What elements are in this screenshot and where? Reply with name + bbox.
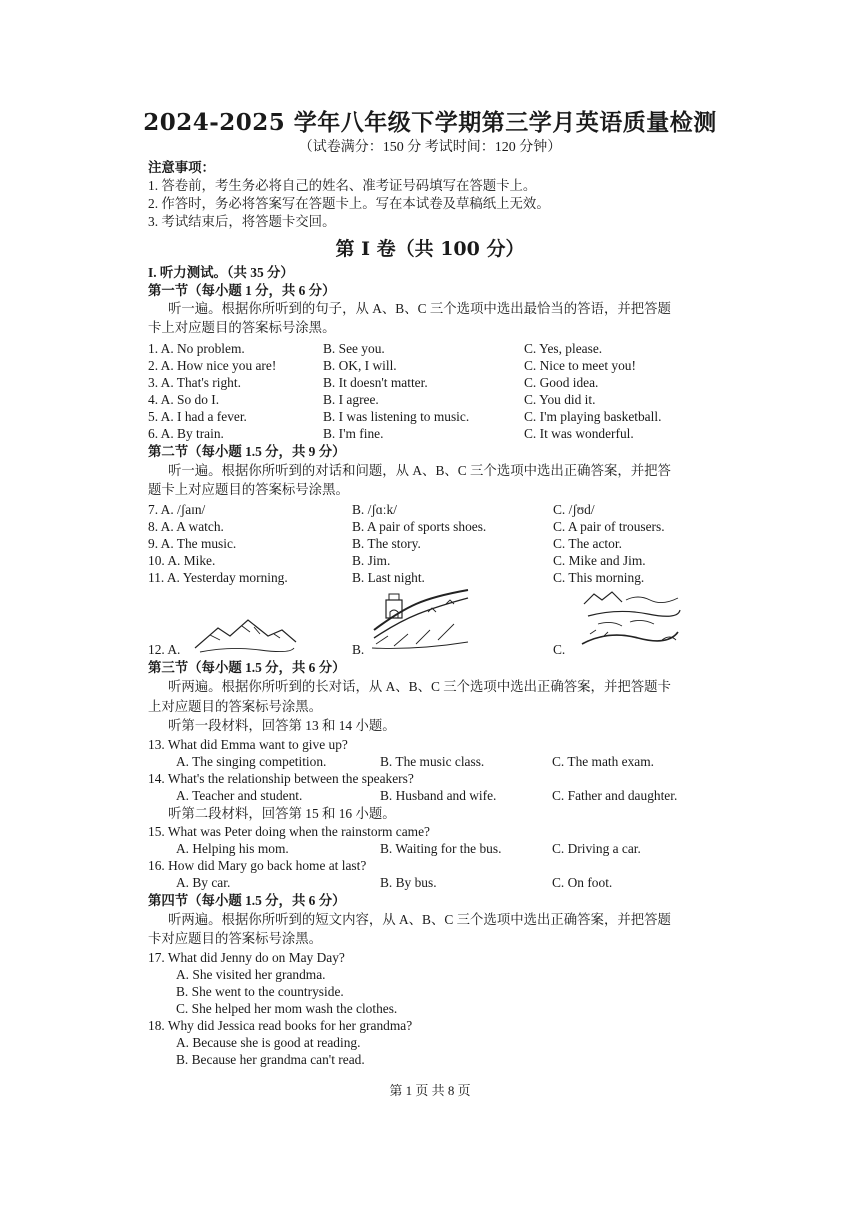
question-row [148,788,728,804]
option-a: A. Teacher and student. [176,788,303,803]
option-a: A. By car. [176,875,231,890]
option-a: A. Helping his mom. [176,841,289,856]
option-c: C. Mike and Jim. [553,553,646,568]
option-b: B. A pair of sports shoes. [352,519,487,534]
question-row [148,536,728,552]
question-stem: 18. Why did Jessica read books for her grandma? [148,1018,413,1033]
option-b: B. I'm fine. [323,426,384,441]
part-title: 第 I 卷（共 100 分） [335,238,525,260]
option-a: 12. A. [148,642,181,657]
option-b: B. Because her grandma can't read. [176,1052,365,1067]
exam-title: 2024-2025 学年八年级下学期第三学月英语质量检测 [143,109,717,136]
option-a: 10. A. Mike. [148,553,216,568]
question-row [148,519,728,535]
question-row [148,358,728,374]
section3-instruction: 听两遍。根据你所听到的长对话，从 A、B、C 三个选项中选出正确答案，并把答题卡 [168,679,671,694]
question-row [148,553,728,569]
section4-instruction: 卡对应题目的答案标号涂黑。 [148,931,323,946]
option-a: A. Because she is good at reading. [176,1035,361,1050]
option-c: C. This morning. [553,570,645,585]
question-row [148,409,728,425]
section2-instruction: 听一遍。根据你所听到的对话和问题，从 A、B、C 三个选项中选出正确答案，并把答 [168,463,671,478]
option-c: C. Nice to meet you! [524,358,636,373]
option-a: 6. A. By train. [148,426,224,441]
option-c: C. I'm playing basketball. [524,409,662,424]
section2-heading: 第二节（每小题 1.5 分，共 9 分） [148,444,346,459]
note-item: 3. 考试结束后，将答题卡交回。 [148,214,336,229]
option-a: 2. A. How nice you are! [148,358,277,373]
option-c: C. Yes, please. [524,341,603,356]
option-c: C. She helped her mom wash the clothes. [176,1001,398,1016]
option-a: A. The singing competition. [176,754,327,769]
page-number: 第 1 页 共 8 页 [389,1083,471,1098]
material-note: 听第二段材料，回答第 15 和 16 小题。 [168,806,396,821]
option-c: C. Driving a car. [552,841,641,856]
question-row [148,875,728,891]
section4-heading: 第四节（每小题 1.5 分，共 6 分） [148,893,346,908]
option-c: C. The actor. [553,536,622,551]
question-row [148,392,728,408]
section4-instruction: 听两遍。根据你所听到的短文内容，从 A、B、C 三个选项中选出正确答案，并把答题 [168,912,671,927]
option-a: 1. A. No problem. [148,341,245,356]
exam-subtitle: （试卷满分：150 分 考试时间：120 分钟） [298,140,562,155]
option-b: B. Jim. [352,553,391,568]
section1-instruction: 听一遍。根据你所听到的句子，从 A、B、C 三个选项中选出最恰当的答语，并把答题 [168,301,671,316]
material-note: 听第一段材料，回答第 13 和 14 小题。 [168,718,396,733]
question-row [148,642,728,658]
option-c: C. The math exam. [552,754,655,769]
option-b: B. Waiting for the bus. [380,841,502,856]
question-row [148,375,728,391]
option-c: C. You did it. [524,392,596,407]
option-b: B. See you. [323,341,385,356]
question-row [148,502,728,518]
option-b: B. /ʃɑːk/ [352,502,397,517]
note-item: 1. 答卷前，考生务必将自己的姓名、准考证号码填写在答题卡上。 [148,178,537,193]
question-row [148,841,728,857]
question-row [148,426,728,442]
section1-heading: 第一节（每小题 1 分，共 6 分） [148,283,336,298]
option-c: C. A pair of trousers. [553,519,665,534]
option-a: 3. A. That's right. [148,375,241,390]
option-a: 8. A. A watch. [148,519,224,534]
question-stem: 15. What was Peter doing when the rainstorm came? [148,824,430,839]
option-a: A. She visited her grandma. [176,967,326,982]
listening-heading: I. 听力测试。（共 35 分） [148,265,294,280]
option-c: C. Father and daughter. [552,788,678,803]
section1-instruction: 卡上对应题目的答案标号涂黑。 [148,320,336,335]
option-a: 11. A. Yesterday morning. [148,570,288,585]
section3-instruction: 上对应题目的答案标号涂黑。 [148,699,323,714]
option-b: B. [352,642,365,657]
option-b: B. She went to the countryside. [176,984,344,999]
section2-instruction: 题卡上对应题目的答案标号涂黑。 [148,482,349,497]
option-a: 7. A. /ʃaɪn/ [148,502,206,517]
question-stem: 16. How did Mary go back home at last? [148,858,367,873]
option-c: C. It was wonderful. [524,426,634,441]
option-b: B. It doesn't matter. [323,375,428,390]
option-b: B. I was listening to music. [323,409,470,424]
notes-heading: 注意事项： [148,160,215,175]
option-a: 5. A. I had a fever. [148,409,247,424]
option-c: C. [553,642,566,657]
option-b: B. I agree. [323,392,379,407]
option-c: C. /ʃʊd/ [553,502,595,517]
question-stem: 13. What did Emma want to give up? [148,737,348,752]
option-a: 4. A. So do I. [148,392,220,407]
option-b: B. The music class. [380,754,485,769]
option-b: B. Last night. [352,570,425,585]
question-row [148,754,728,770]
option-b: B. The story. [352,536,421,551]
question-stem: 17. What did Jenny do on May Day? [148,950,345,965]
question-stem: 14. What's the relationship between the speakers? [148,771,414,786]
question-row [148,341,728,357]
option-b: B. OK, I will. [323,358,397,373]
option-a: 9. A. The music. [148,536,237,551]
option-c: C. On foot. [552,875,613,890]
section3-heading: 第三节（每小题 1.5 分，共 6 分） [148,660,346,675]
note-item: 2. 作答时，务必将答案写在答题卡上。写在本试卷及草稿纸上无效。 [148,196,550,211]
option-c: C. Good idea. [524,375,599,390]
option-b: B. Husband and wife. [380,788,497,803]
option-b: B. By bus. [380,875,437,890]
